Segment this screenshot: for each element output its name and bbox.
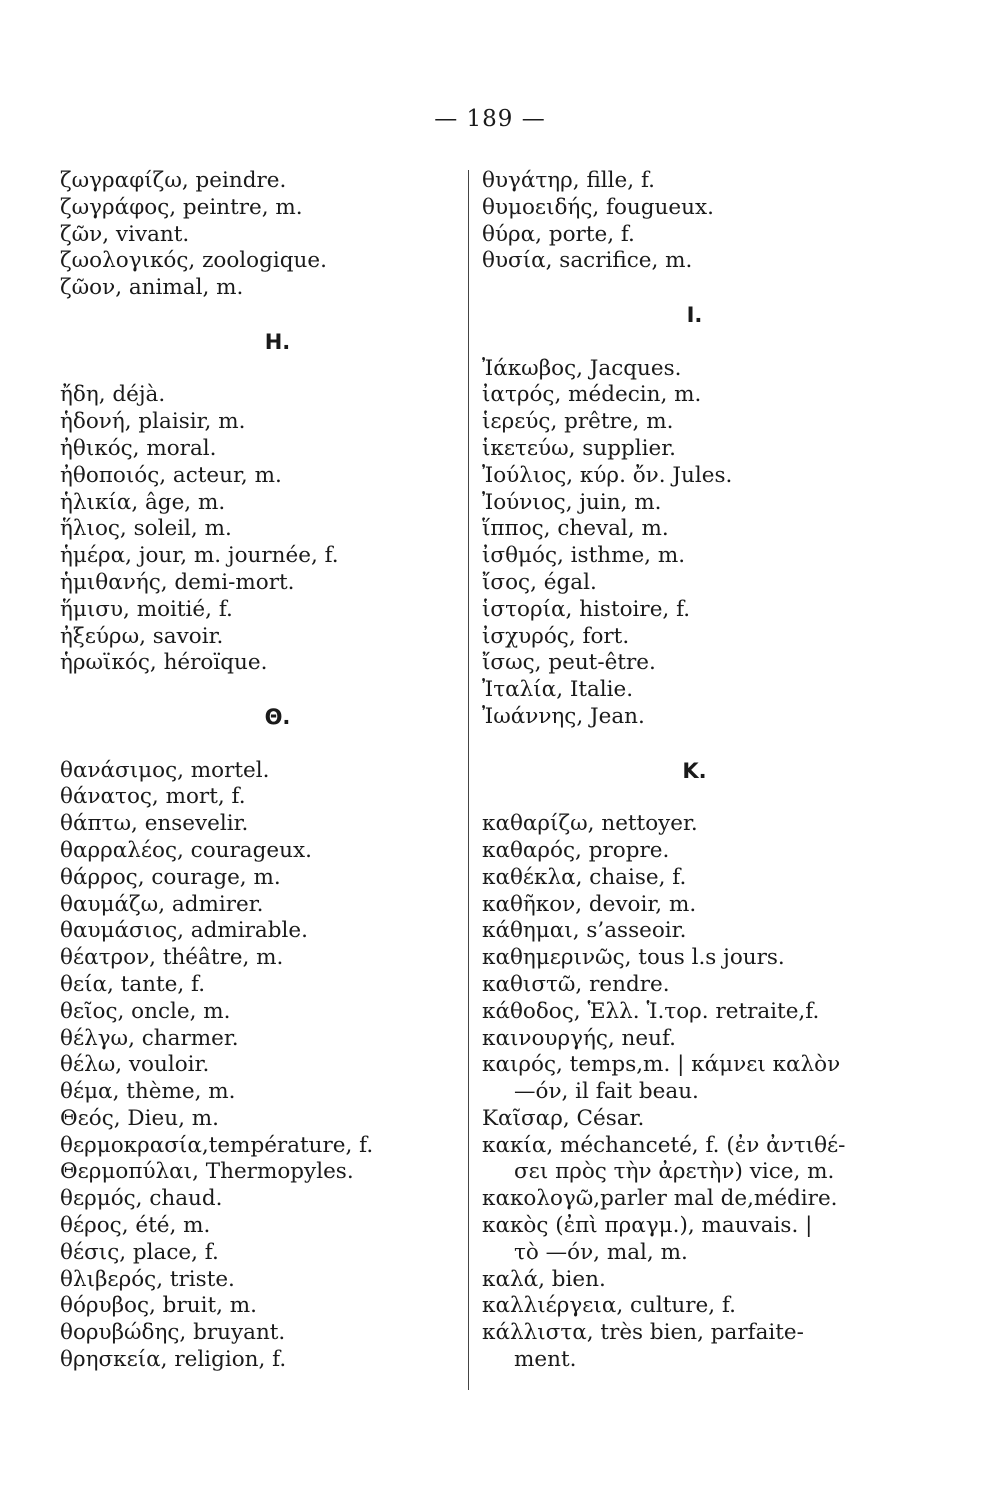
dictionary-entry: καλλιέργεια, culture, f.	[482, 1293, 736, 1319]
dictionary-entry: θέρος, été, m.	[60, 1213, 211, 1239]
dictionary-entry: ἡμέρα, jour, m. journée, f.	[60, 543, 339, 569]
dictionary-entry: θαυμάσιος, admirable.	[60, 918, 308, 944]
dictionary-entry: ἰσχυρός, fort.	[482, 623, 630, 649]
dictionary-entry: ἡρωϊκός, héroïque.	[60, 650, 268, 676]
dictionary-entry: θυσία, sacrifice, m.	[482, 248, 693, 274]
dictionary-entry: ζωγραφίζω, peindre.	[60, 168, 287, 193]
dictionary-entry: θρησκεία, religion, f.	[60, 1347, 287, 1373]
dictionary-entry: ἡλικία, âge, m.	[60, 489, 226, 515]
dictionary-entry: ἵππος, cheval, m.	[482, 516, 669, 542]
dictionary-entry: καθαρίζω, nettoyer.	[482, 811, 698, 837]
dictionary-entry: κακολογῶ,parler mal de,médire.	[482, 1186, 838, 1212]
dictionary-entry: καλά, bien.	[482, 1266, 606, 1292]
dictionary-entry: καθημερινῶς, tous l.s jours.	[482, 945, 785, 971]
dictionary-entry: Θερμοπύλαι, Thermopyles.	[60, 1159, 354, 1185]
dictionary-entry: κάθοδος, Ἑλλ. Ἱ.τορ. retraite,f.	[482, 998, 820, 1024]
z-section	[60, 168, 455, 302]
section-heading-kappa: K.	[682, 758, 707, 783]
dictionary-entry: καθέκλα, chaise, f.	[482, 864, 687, 890]
dictionary-entry: ἱστορία, histoire, f.	[482, 596, 691, 622]
dictionary-entry: θέσις, place, f.	[60, 1239, 219, 1265]
dictionary-entry: τὸ —όν, mal, m.	[514, 1239, 688, 1265]
dictionary-entry: Θεός, Dieu, m.	[60, 1105, 219, 1131]
dictionary-entry: ἡμιθανής, demi-mort.	[60, 569, 295, 595]
page-number: — 189 —	[434, 106, 546, 132]
dictionary-entry: θαυμάζω, admirer.	[60, 891, 264, 917]
section-heading-iota: I.	[686, 302, 703, 327]
dictionary-entry: ἤδη, déjà.	[60, 382, 166, 408]
dictionary-entry: θλιβερός, triste.	[60, 1266, 235, 1292]
dictionary-entry: ἥμισυ, moitié, f.	[60, 596, 233, 622]
dictionary-entry: θάνατος, mort, f.	[60, 784, 246, 810]
dictionary-entry: θαρραλέος, courageux.	[60, 837, 312, 863]
dictionary-entry: κάθημαι, s’asseoir.	[482, 918, 687, 944]
theta-section	[60, 758, 455, 1374]
dictionary-entry: Ἰάκωβος, Jacques.	[482, 355, 682, 381]
dictionary-entry: ἱκετεύω, supplier.	[482, 435, 676, 461]
dictionary-entry: —όν, il fait beau.	[514, 1079, 699, 1105]
dictionary-entry: θυμοειδής, fougueux.	[482, 194, 714, 220]
dictionary-entry: ἡδονή, plaisir, m.	[60, 409, 246, 435]
dictionary-entry: θυγάτηρ, fille, f.	[482, 168, 655, 193]
dictionary-entry: Καῖσαρ, César.	[482, 1105, 645, 1131]
dictionary-entry: θέατρον, théâtre, m.	[60, 945, 284, 971]
section-heading-eta: H.	[264, 329, 291, 354]
dictionary-entry: θέλω, vouloir.	[60, 1052, 210, 1078]
dictionary-entry: ἠξεύρω, savoir.	[60, 623, 224, 649]
dictionary-entry: καθιστῶ, rendre.	[482, 971, 670, 997]
dictionary-entry: ἴσως, peut-être.	[482, 650, 656, 676]
dictionary-entry: ἱερεύς, prêtre, m.	[482, 409, 674, 435]
dictionary-entry: Ἰωάννης, Jean.	[482, 703, 645, 729]
dictionary-entry: ζωγράφος, peintre, m.	[60, 194, 303, 220]
dictionary-entry: Ἰταλία, Italie.	[482, 677, 634, 703]
dictionary-entry: θεία, tante, f.	[60, 971, 206, 997]
dictionary-entry: ἴσος, égal.	[482, 569, 597, 595]
dictionary-entry: θάπτω, ensevelir.	[60, 811, 249, 837]
dictionary-entry: θορυβώδης, bruyant.	[60, 1320, 286, 1346]
dictionary-entry: κακία, méchanceté, f. (ἐν ἀντιθέ-	[482, 1132, 846, 1158]
dictionary-entry: ζῶον, animal, m.	[60, 275, 244, 301]
dictionary-entry: σει πρὸς τὴν ἀρετὴν) vice, m.	[514, 1159, 835, 1185]
dictionary-entry: ἠθοποιός, acteur, m.	[60, 462, 282, 488]
left-column	[60, 168, 455, 1374]
dictionary-entry: κάλλιστα, très bien, parfaite-	[482, 1320, 804, 1346]
dictionary-entry: καιρός, temps,m. | κάμνει καλὸν	[482, 1052, 841, 1078]
dictionary-entry: Ἰούνιος, juin, m.	[482, 489, 662, 515]
dictionary-entry: κακὸς (ἐπὶ πραγμ.), mauvais. |	[482, 1213, 813, 1239]
dictionary-entry: ἰσθμός, isthme, m.	[482, 543, 686, 569]
dictionary-entry: θάρρος, courage, m.	[60, 864, 281, 890]
dictionary-entry: θεῖος, oncle, m.	[60, 998, 231, 1024]
dictionary-entry: θόρυβος, bruit, m.	[60, 1293, 257, 1319]
dictionary-entry: θερμός, chaud.	[60, 1186, 223, 1212]
dictionary-entry: ἰατρός, médecin, m.	[482, 382, 702, 408]
dictionary-entry: ἠθικός, moral.	[60, 435, 217, 461]
dictionary-entry: θέμα, thème, m.	[60, 1079, 236, 1105]
dictionary-entry: θέλγω, charmer.	[60, 1025, 239, 1051]
section-heading-theta: Θ.	[264, 704, 291, 729]
dictionary-entry: θερμοκρασία,température, f.	[60, 1132, 374, 1158]
iota-section	[482, 356, 877, 731]
dictionary-entry: καθαρός, propre.	[482, 837, 670, 863]
dictionary-entry: καθῆκον, devoir, m.	[482, 891, 697, 917]
kappa-section	[482, 811, 877, 1374]
dictionary-entry: ζῶν, vivant.	[60, 221, 190, 247]
dictionary-entry: ἥλιος, soleil, m.	[60, 516, 232, 542]
eta-section	[60, 382, 455, 677]
dictionary-entry: Ἰούλιος, κύρ. ὄν. Jules.	[482, 462, 733, 488]
dictionary-entry: ment.	[514, 1347, 577, 1373]
dictionary-entry: θύρα, porte, f.	[482, 221, 635, 247]
dictionary-entry: ζωολογικός, zoologique.	[60, 248, 327, 274]
theta-continued-section	[482, 168, 877, 275]
right-column	[482, 168, 877, 1374]
dictionary-entry: καινουργής, neuf.	[482, 1025, 676, 1051]
dictionary-entry: θανάσιμος, mortel.	[60, 757, 270, 783]
column-divider	[468, 170, 469, 1390]
